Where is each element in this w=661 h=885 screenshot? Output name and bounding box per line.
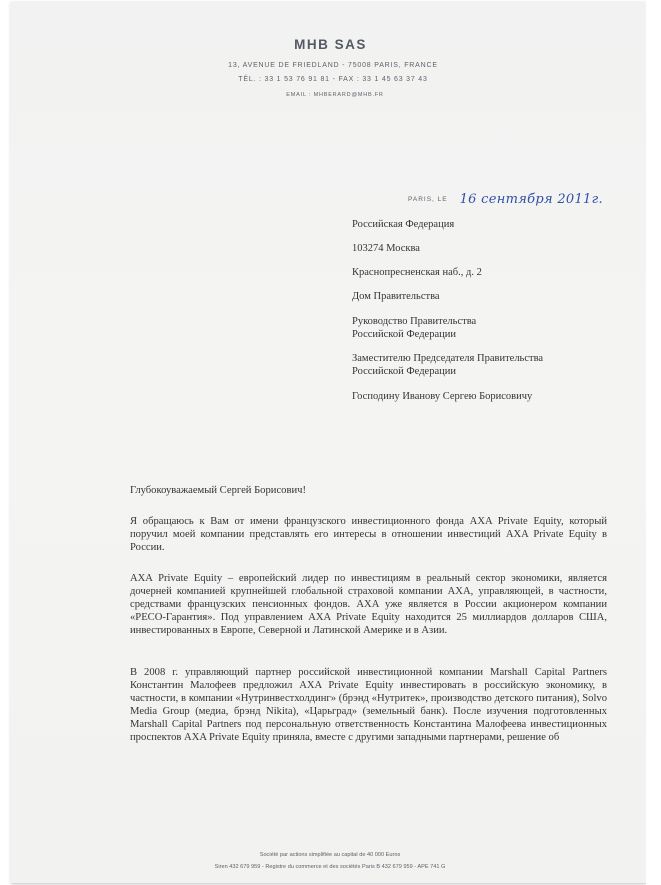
salutation-text: Глубокоуважаемый Сергей Борисович! (130, 485, 306, 496)
recipient-street: Краснопресненская наб., д. 2 (352, 267, 482, 278)
recipient-name: Господину Иванову Сергею Борисовичу (352, 391, 533, 402)
footer-legal-line-1: Société par actions simplifiée au capital de 40 000 Euros (259, 852, 401, 858)
date-line (408, 190, 603, 208)
recipient-building: Дом Правительства (352, 291, 440, 302)
paragraph-3-text: В 2008 г. управляющий партнер российской инвестиционной компании Marshall Capital Partners Константин Малофеев предложил AXA Private Equity инвестировать в российскую экономику, в частности, в компании «Нутринвестхолдинг» (брэнд «Нутритек», производство детского питания), Solvo Media Group (медиа, брэнд Nikita), «Царьград» (земельный банк). После изучения подготовленных Marshall Capital Partners под персональную ответственность Константина Малофеева инвестиционных проспектов AXA Private Equity приняла, вместе с другими западными партнерами, решение об (130, 667, 607, 744)
page-edge (646, 0, 661, 885)
letterhead-address: 13, AVENUE DE FRIEDLAND - 75008 PARIS, FRANCE (228, 62, 438, 69)
letterhead-company: MHB SAS (294, 37, 367, 52)
paragraph-3 (130, 666, 607, 745)
letterhead-phone-fax: TÉL. : 33 1 53 76 91 81 - FAX : 33 1 45 63 37 43 (238, 76, 428, 83)
letter-page (10, 2, 646, 883)
paragraph-1-text: Я обращаюсь к Вам от имени французского инвестиционного фонда AXA Private Equity, который поручил моей компании представлять его интересы в отношении инвестиций AXA Private Equity в России. (130, 516, 607, 554)
date-place: PARIS, LE (408, 195, 448, 203)
recipient-postcode-city: 103274 Москва (352, 243, 420, 254)
handwritten-date: 16 сентября 2011г. (459, 191, 603, 207)
recipient-position: Заместителю Председателя Правительства Российской Федерации (352, 353, 544, 377)
paragraph-2-text: AXA Private Equity – европейский лидер по инвестициям в реальный сектор экономики, является дочерней компанией крупнейшей глобальной страховой компании AXA, управляющей, в частности, средствами французских пенсионных фондов. AXA уже является в России акционером компании «РЕСО-Гарантия». Под управлением AXA Private Equity находится 25 миллиардов долларов США, инвестированных в Европе, Северной и Латинской Америке и в Азии. (130, 573, 607, 637)
recipient-department: Руководство Правительства Российской Федерации (352, 316, 477, 340)
letterhead-email: EMAIL : MHBERARD@MHB.FR (286, 92, 384, 98)
paragraph-1 (130, 515, 607, 554)
paragraph-2 (130, 572, 607, 637)
salutation (130, 484, 607, 497)
recipient-country: Российская Федерация (352, 219, 455, 230)
footer-legal-line-2: Siren 432 679 959 - Registre du commerce et des sociétés Paris B 432 679 959 - APE 741 G (214, 864, 446, 870)
